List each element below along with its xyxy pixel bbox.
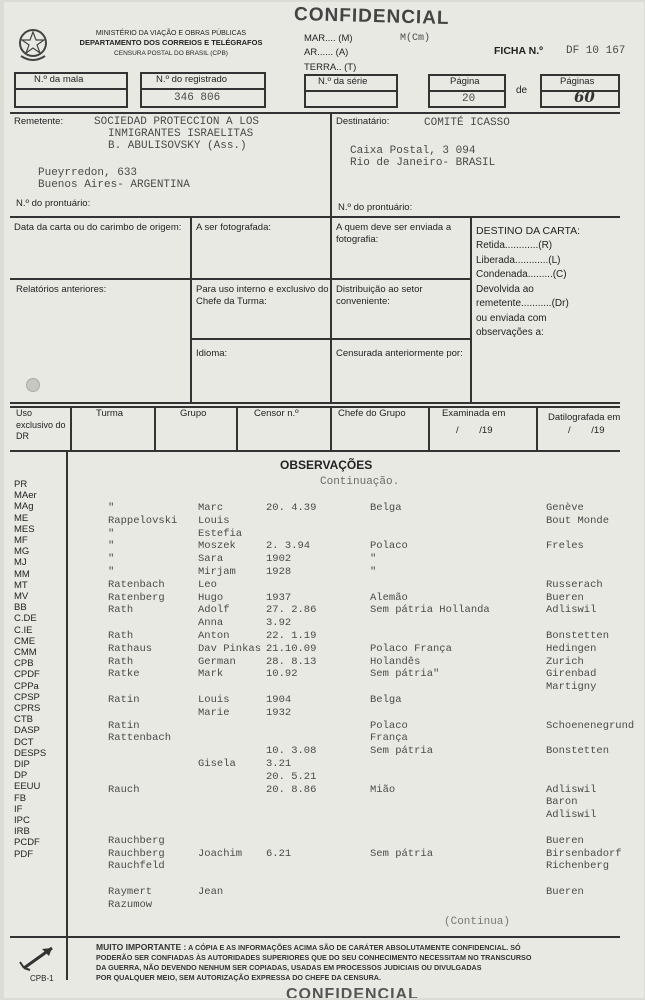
paginas-label: Páginas (560, 76, 595, 87)
observation-place: Freles (546, 540, 584, 553)
observation-given: Joachim (198, 847, 243, 860)
form-code: CPB-1 (30, 974, 54, 983)
recipient-line1: COMITÉ ICASSO (424, 117, 510, 129)
recipient-address2: Rio de Janeiro- BRASIL (350, 157, 496, 169)
observation-place: Adliswil (546, 809, 597, 822)
observation-surname: Ratenberg (108, 591, 165, 604)
routing-code: IPC (14, 815, 30, 826)
routing-code: PR (14, 479, 28, 490)
observation-place: Birsenbadorf (546, 847, 622, 860)
observation-surname: " (108, 540, 115, 553)
observation-place: Girenbad (546, 668, 597, 681)
mode-ar: AR...... (A) (304, 47, 349, 59)
a-ser-fotografada-label: A ser fotografada: (196, 222, 271, 233)
observation-nat: Sem pátria Hollanda (370, 604, 490, 617)
routing-code: CME (14, 635, 36, 647)
observacoes-title: OBSERVAÇÕES (280, 458, 373, 472)
observation-place: Genève (546, 502, 584, 514)
examinada-date: / /19 (456, 425, 493, 436)
continua-text: (Continua) (444, 916, 511, 928)
sender-line3: B. ABULISOVSKY (Ass.) (108, 140, 247, 152)
recipient-prontuario: N.º do prontuário: (338, 202, 413, 213)
destino-devolvida1: Devolvida ao (476, 283, 534, 295)
observation-given: Gisela (198, 758, 236, 770)
observation-date: 10.92 (266, 668, 298, 681)
observation-nat: Polaco (370, 540, 408, 553)
routing-code: PDF (14, 848, 33, 860)
observation-given: Marie (198, 706, 230, 719)
observation-nat: Sem pátria (370, 847, 434, 860)
footer-line4: POR QUALQUER MEIO, SEM AUTORIZAÇÃO EXPRESSA DO CHEFE DA CENSURA. (96, 972, 381, 982)
observation-date: 6.21 (266, 847, 292, 860)
routing-code: MAg (14, 501, 34, 513)
mailbox-arrow-icon (18, 942, 58, 977)
routing-code: MG (14, 546, 30, 558)
observation-surname: " (108, 553, 115, 566)
observation-place: Adliswil (546, 783, 597, 796)
footer-line3: DA GUERRA, NÃO DEVENDO NENHUM SER COPIADAS, USADAS EM PROCESSOS JUDICIAIS OU DIVULGADAS (96, 963, 482, 973)
distribuicao-label: Distribuição ao setor conveniente: (336, 284, 423, 308)
chefe-label: Chefe do Grupo (338, 408, 406, 419)
observation-date: 10. 3.08 (266, 745, 317, 758)
observation-given: German (198, 655, 236, 668)
routing-code: DASP (14, 725, 40, 737)
observation-surname: Rauchberg (108, 834, 165, 847)
observation-nat: Sem pátria" (370, 668, 440, 681)
observation-place: Richenberg (546, 860, 610, 873)
routing-code: CPDF (14, 669, 40, 681)
serie-label: N.º da série (318, 76, 368, 87)
routing-code: BB (14, 602, 27, 614)
sender-address1: Pueyrredon, 633 (38, 167, 138, 179)
censorship-text: CENSURA POSTAL DO BRASIL (CPB) (114, 50, 228, 58)
observation-date: 20. 4.39 (266, 502, 317, 514)
observation-surname: Rathaus (108, 642, 153, 655)
registro-label: N.º do registrado (156, 74, 228, 85)
observation-nat: Polaco (370, 719, 408, 732)
observation-surname: Rath (108, 630, 134, 642)
observation-place: Bueren (546, 834, 584, 847)
bottom-stamp: CONFIDENCIAL (286, 986, 419, 998)
observation-place: Schoenenegrund (546, 719, 635, 732)
destino-ou-enviada2: observações a: (476, 327, 544, 339)
observation-surname: Rappelovski (108, 514, 178, 527)
department-text: DEPARTAMENTO DOS CORREIOS E TELÉGRAFOS (79, 38, 263, 48)
observation-surname: Rath (108, 655, 134, 668)
observation-given: Moszek (198, 540, 236, 553)
turma-label: Turma (96, 408, 124, 419)
destino-title: DESTINO DA CARTA: (476, 225, 581, 237)
destino-liberada: Liberada............(L) (476, 254, 561, 266)
observation-date: 20. 5.21 (266, 770, 317, 783)
observation-date: 22. 1.19 (266, 630, 317, 642)
observation-place: Bueren (546, 591, 584, 604)
observation-given: Hugo (198, 591, 224, 604)
sender-prontuario: N.º do prontuário: (16, 198, 91, 209)
mode-terra: TERRA.. (T) (304, 61, 357, 73)
observation-nat: Belga (370, 694, 402, 706)
mode-mar: MAR.... (M) (304, 33, 353, 44)
observation-given: Adolf (198, 604, 230, 617)
routing-code: MT (14, 579, 28, 591)
observation-nat: Alemão (370, 591, 408, 604)
ficha-label: FICHA N.º (494, 45, 543, 57)
destino-ou-enviada1: ou enviada com (476, 312, 547, 324)
grupo-label: Grupo (180, 408, 207, 419)
coat-of-arms-icon (16, 26, 50, 62)
observation-given: Sara (198, 553, 224, 566)
routing-code: MM (14, 568, 30, 580)
routing-code: CPB (14, 658, 34, 670)
observation-surname: " (108, 527, 115, 540)
routing-code: CPSP (14, 691, 40, 703)
routing-code: MJ (14, 557, 27, 569)
routing-code: CMM (14, 647, 37, 658)
observation-surname: Ratenbach (108, 578, 165, 591)
observation-surname: Ratin (108, 719, 140, 732)
observation-surname: Rath (108, 604, 134, 617)
uso-interno-label: Para uso interno e exclusivo do Chefe da Turma: (196, 284, 329, 308)
routing-code: DCT (14, 736, 34, 748)
routing-code: DP (14, 770, 28, 782)
observation-date: 20. 8.86 (266, 783, 317, 796)
registro-value: 346 806 (174, 92, 221, 104)
observation-place: Martigny (546, 681, 597, 694)
observation-surname: Rauchberg (108, 847, 165, 860)
routing-code: MAer (14, 490, 37, 502)
paginas-value: 60 (574, 88, 595, 106)
continuacao-text: Continuação. (320, 476, 400, 488)
observation-given: Mark (198, 668, 224, 681)
pagina-label: Página (450, 76, 480, 87)
censorship-form (4, 2, 644, 998)
pagina-value: 20 (462, 93, 476, 105)
observation-surname: Razumow (108, 898, 153, 911)
a-quem-label: A quem deve ser enviada a fotografia: (336, 222, 452, 246)
observation-surname: Rattenbach (108, 732, 172, 745)
observation-surname: Raymert (108, 886, 153, 898)
destino-devolvida2: remetente...........(Dr) (476, 298, 569, 310)
routing-code: MF (14, 535, 28, 546)
observation-given: Mirjam (198, 566, 236, 578)
observation-given: Anton (198, 630, 230, 642)
observation-place: Bonstetten (546, 630, 610, 642)
censor-label: Censor n.º (254, 408, 299, 419)
routing-code: CPRS (14, 703, 41, 714)
routing-code: ME (14, 512, 29, 524)
routing-code: IF (14, 803, 23, 815)
observation-place: Bonstetten (546, 745, 610, 758)
routing-code: DESPS (14, 747, 47, 759)
idioma-label: Idioma: (196, 348, 228, 359)
observation-surname: Rauchfeld (108, 860, 165, 873)
datilografada-date: / /19 (568, 425, 605, 436)
sender-label: Remetente: (14, 116, 64, 127)
datilografada-label: Datilografada em (548, 412, 621, 423)
observation-date: 28. 8.13 (266, 655, 317, 668)
sender-line2: INMIGRANTES ISRAELITAS (108, 128, 254, 140)
confidential-title: CONFIDENCIAL (293, 3, 450, 30)
observation-place: Adliswil (546, 604, 597, 617)
observation-nat: Mião (370, 783, 396, 796)
observation-nat: " (370, 566, 377, 578)
data-carta-label: Data da carta ou do carimbo de origem: (14, 222, 182, 233)
observation-given: Jean (198, 886, 224, 898)
routing-code: FB (14, 792, 27, 804)
uso-exclusivo-label: Uso exclusivo do DR (16, 408, 66, 442)
observation-given: Estefia (198, 527, 243, 540)
routing-code: C.IE (14, 624, 33, 636)
footer-line2: PODERÃO SER CONFIADAS ÀS AUTORIDADES SUPERIORES QUE DO SEU CONHECIMENTO NECESSITAM NO TRANSCURSO (96, 953, 532, 963)
observation-date: 1937 (266, 591, 292, 604)
observation-date: 3.92 (266, 617, 292, 630)
observation-date: 3.21 (266, 758, 292, 770)
punch-hole (26, 378, 40, 392)
routing-code: EEUU (14, 781, 41, 793)
observation-place: Russerach (546, 578, 603, 591)
observation-date: 1904 (266, 694, 292, 706)
routing-code: CPPa (14, 680, 39, 692)
examinada-label: Examinada em (442, 408, 506, 419)
de-label: de (516, 85, 528, 96)
observation-surname: " (108, 566, 115, 578)
observation-nat: Polaco França (370, 642, 452, 655)
observation-date: 1902 (266, 553, 292, 566)
routing-code: DIP (14, 759, 30, 770)
observation-surname: Rauch (108, 783, 140, 796)
observation-date: 1932 (266, 706, 292, 719)
observation-surname: Ratke (108, 668, 140, 681)
observation-nat: " (370, 553, 377, 566)
mode-selected: M(Cm) (400, 33, 431, 44)
routing-code: C.DE (14, 613, 37, 625)
observation-date: 21.10.09 (266, 642, 317, 655)
observation-place: Bout Monde (546, 514, 610, 527)
censurada-label: Censurada anteriormente por: (336, 348, 463, 359)
observation-nat: Holandês (370, 655, 421, 668)
observation-nat: Belga (370, 502, 402, 514)
observation-nat: França (370, 732, 408, 745)
mala-label: N.º da mala (34, 74, 84, 85)
observation-nat: Sem pátria (370, 745, 434, 758)
observation-place: Zurich (546, 655, 584, 668)
observation-given: Leo (198, 578, 217, 591)
observation-surname: Ratin (108, 694, 140, 706)
observation-place: Baron (546, 796, 578, 809)
destino-retida: Retida............(R) (476, 240, 553, 252)
observation-given: Anna (198, 617, 224, 630)
destino-condenada: Condenada.........(C) (476, 269, 567, 281)
ministry-text: MINISTÉRIO DA VIAÇÃO E OBRAS PÚBLICAS (95, 30, 247, 37)
relatorios-label: Relatórios anteriores: (16, 284, 107, 295)
routing-code: MES (14, 523, 35, 535)
recipient-address1: Caixa Postal, 3 094 (350, 145, 476, 157)
observation-given: Dav Pinkas (198, 642, 262, 655)
observation-surname: " (108, 502, 115, 514)
observation-place: Bueren (546, 886, 584, 898)
observation-date: 1928 (266, 566, 292, 578)
routing-code: IRB (14, 826, 30, 838)
observation-given: Louis (198, 694, 230, 706)
observation-given: Louis (198, 514, 230, 527)
sender-line1: SOCIEDAD PROTECCION A LOS (94, 116, 260, 128)
observation-given: Marc (198, 502, 224, 514)
important-label: MUITO IMPORTANTE : (96, 942, 187, 952)
observation-date: 2. 3.94 (266, 540, 311, 553)
routing-code: PCDF (14, 837, 40, 849)
routing-code: CTB (14, 714, 33, 726)
ficha-value: DF 10 167 (566, 45, 626, 57)
recipient-label: Destinatário: (336, 116, 390, 127)
observation-date: 27. 2.86 (266, 604, 317, 617)
footer-line1: A CÓPIA E AS INFORMAÇÕES ACIMA SÃO DE CARÁTER ABSOLUTAMENTE CONFIDENCIAL. SÓ (188, 943, 521, 952)
sender-address2: Buenos Aires- ARGENTINA (38, 179, 190, 191)
routing-code: MV (14, 591, 29, 602)
observation-place: Hedingen (546, 642, 597, 655)
